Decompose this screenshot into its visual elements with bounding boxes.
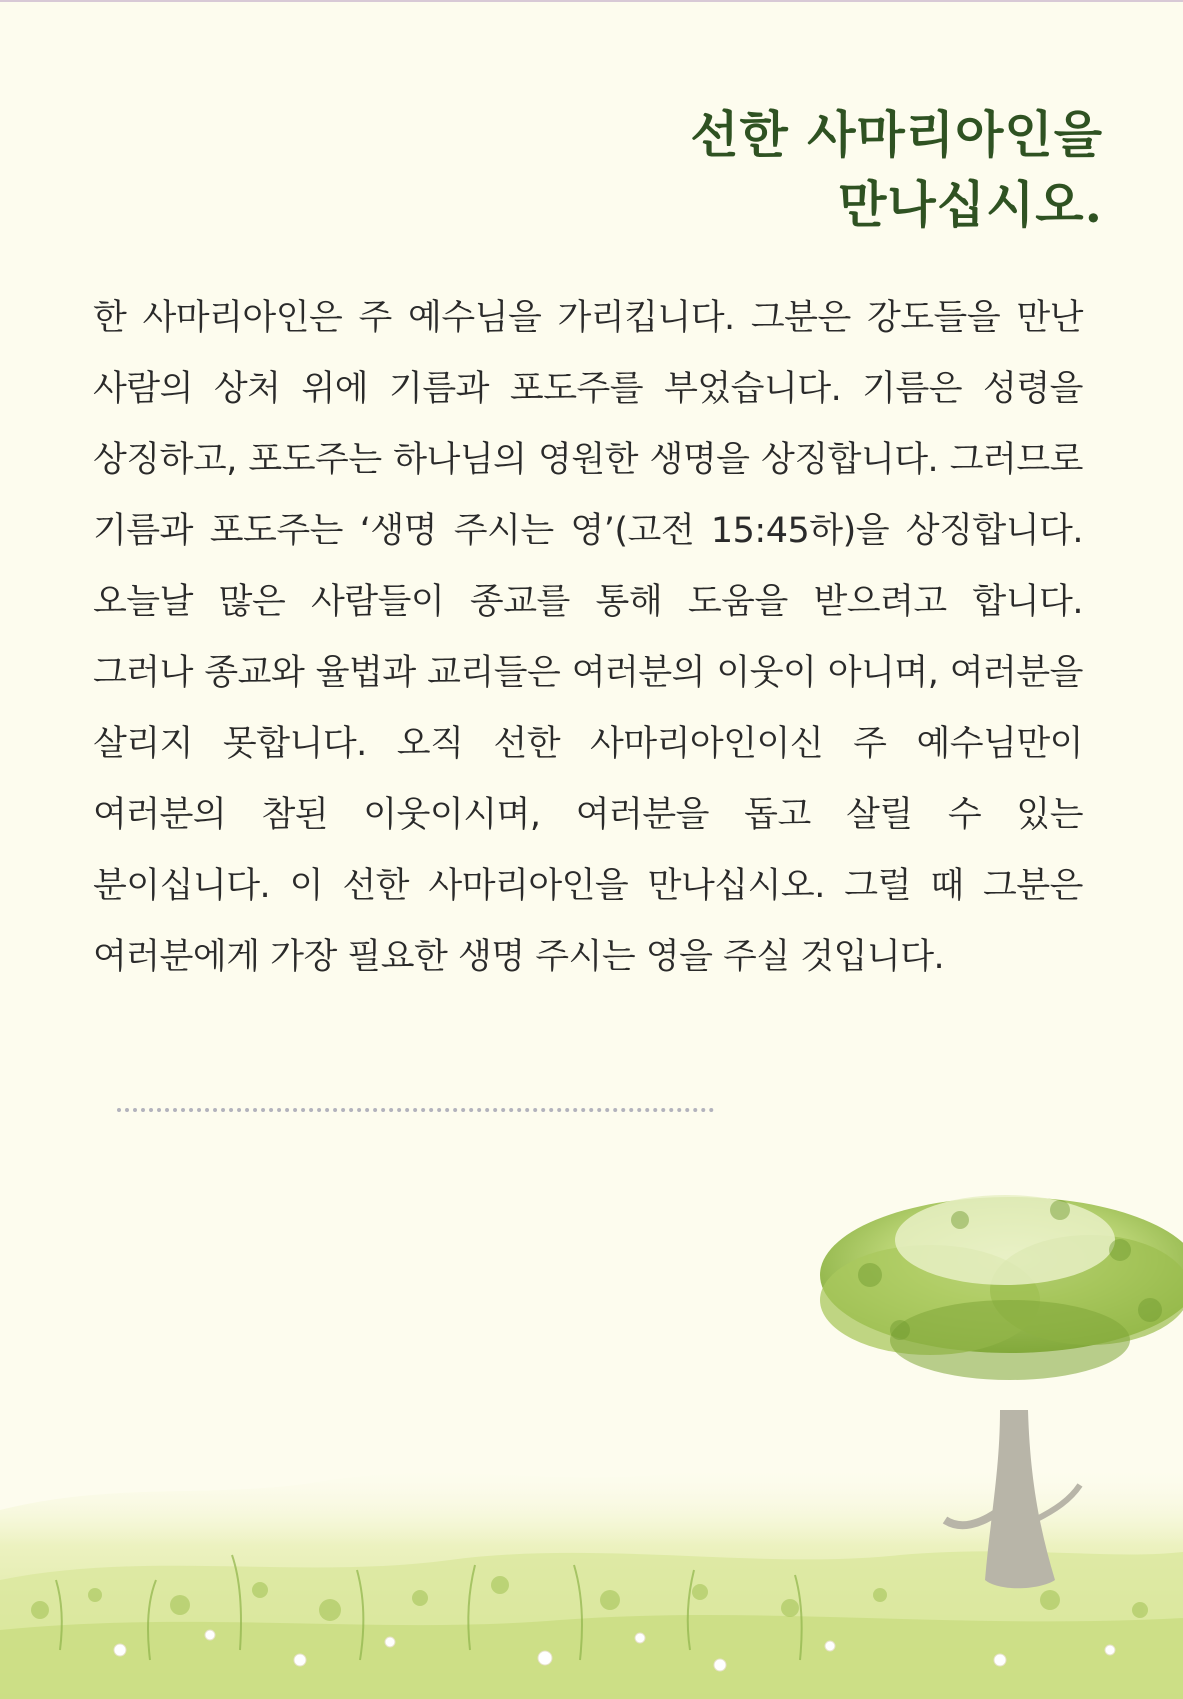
page-title: [690, 100, 1103, 240]
title-line-1: 선한 사마리아인을: [690, 105, 1103, 164]
title-line-2: 만나십시오.: [838, 175, 1103, 234]
body-paragraph: 한 사마리아인은 주 예수님을 가리킵니다. 그분은 강도들을 만난 사람의 상처 위에 기름과 포도주를 부었습니다. 기름은 성령을 상징하고, 포도주는 하나님의 영원한 생명을 상징합니다. 그러므로 기름과 포도주는 ‘생명 주시는 영’(고전 15:45하)을 상징합니다. 오늘날 많은 사람들이 종교를 통해 도움을 받으려고 합니다. 그러나 종교와 율법과 교리들은 여러분의 이웃이 아니며, 여러분을 살리지 못합니다. 오직 선한 사마리아인이신 주 예수님만이 여러분의 참된 이웃이시며, 여러분을 돕고 살릴 수 있는 분이십니다. 이 선한 사마리아인을 만나십시오. 그럴 때 그분은 여러분에게 가장 필요한 생명 주시는 영을 주실 것입니다.: [93, 298, 1083, 977]
top-rule: [0, 0, 1183, 2]
dotted-divider: [117, 1108, 714, 1112]
tree-meadow-illustration: [0, 1180, 1183, 1699]
